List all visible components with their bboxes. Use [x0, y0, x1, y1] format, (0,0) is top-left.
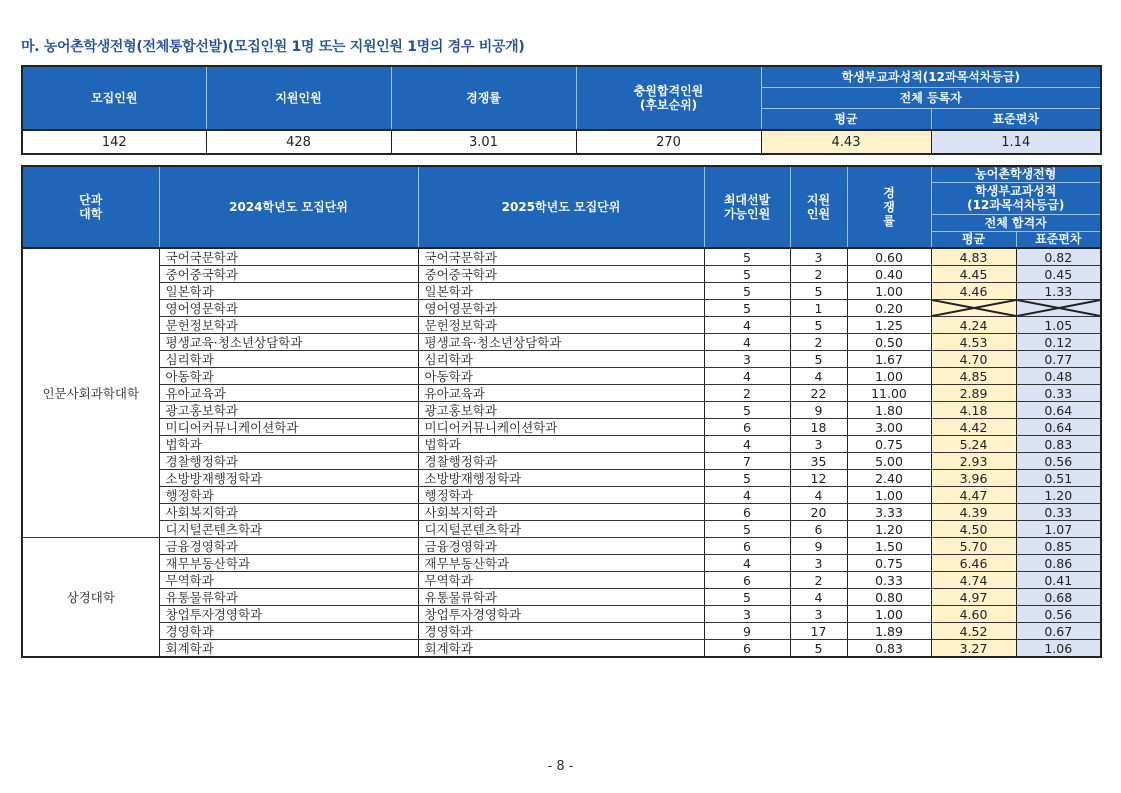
grade-avg: 4.24: [931, 317, 1016, 334]
table-row: [22, 385, 1101, 402]
competition-rate: 2.40: [847, 470, 931, 487]
competition-rate: 1.50: [847, 538, 931, 555]
header-competition-l1: 경: [883, 186, 895, 200]
unit-2025: 경영학과: [418, 623, 704, 640]
competition-rate: 1.25: [847, 317, 931, 334]
table-row: [22, 589, 1101, 606]
header-recruit: 모집인원: [22, 66, 206, 130]
grade-avg-undisclosed: [931, 300, 1016, 317]
max-select: 5: [704, 521, 790, 538]
table-row: [22, 266, 1101, 283]
unit-2024: 디지털콘텐츠학과: [159, 521, 418, 538]
table-row: [22, 623, 1101, 640]
grade-avg: 4.70: [931, 351, 1016, 368]
table-row: [22, 368, 1101, 385]
applicants: 5: [790, 317, 847, 334]
grade-sd: 1.07: [1016, 521, 1101, 538]
applicants: 20: [790, 504, 847, 521]
competition-rate: 0.80: [847, 589, 931, 606]
table-row: [22, 436, 1101, 453]
grade-sd: 1.05: [1016, 317, 1101, 334]
applicants: 5: [790, 640, 847, 658]
unit-2024: 영어영문학과: [159, 300, 418, 317]
grade-sd: 0.67: [1016, 623, 1101, 640]
grade-avg: 2.93: [931, 453, 1016, 470]
grade-sd-undisclosed: [1016, 300, 1101, 317]
unit-2024: 유아교육과: [159, 385, 418, 402]
applicants: 9: [790, 402, 847, 419]
grade-sd: 0.83: [1016, 436, 1101, 453]
unit-2025: 금융경영학과: [418, 538, 704, 555]
grade-sd: 0.82: [1016, 248, 1101, 266]
header-applicants: [790, 166, 847, 248]
grade-avg: 4.45: [931, 266, 1016, 283]
competition-rate: 1.67: [847, 351, 931, 368]
grade-sd: 0.68: [1016, 589, 1101, 606]
table-row: [22, 606, 1101, 623]
table-row: [22, 521, 1101, 538]
competition-rate: 0.75: [847, 436, 931, 453]
grade-avg: 4.50: [931, 521, 1016, 538]
grade-avg: 6.46: [931, 555, 1016, 572]
table-row: [22, 555, 1101, 572]
applicants: 2: [790, 266, 847, 283]
table-row: [22, 453, 1101, 470]
competition-rate: 0.60: [847, 248, 931, 266]
unit-2024: 경찰행정학과: [159, 453, 418, 470]
table-row: [22, 572, 1101, 589]
header-college-l1: 단과: [79, 193, 103, 207]
applicants: 3: [790, 248, 847, 266]
unit-2024: 회계학과: [159, 640, 418, 658]
header-grade-l2: (12과목석차등급): [967, 198, 1065, 212]
table-row: [22, 419, 1101, 436]
header-applicants-l1: 지원: [806, 193, 831, 207]
competition-rate: 1.00: [847, 606, 931, 623]
grade-avg: 5.70: [931, 538, 1016, 555]
unit-2024: 금융경영학과: [159, 538, 418, 555]
summary-extra-pass: 270: [576, 130, 761, 154]
max-select: 6: [704, 538, 790, 555]
applicants: 1: [790, 300, 847, 317]
unit-2024: 중어중국학과: [159, 266, 418, 283]
grade-avg: 4.83: [931, 248, 1016, 266]
table-row: [22, 248, 1101, 266]
header-college-l2: 대학: [79, 207, 103, 221]
unit-2024: 소방방재행정학과: [159, 470, 418, 487]
table-row: [22, 487, 1101, 504]
unit-2024: 재무부동산학과: [159, 555, 418, 572]
grade-sd: 1.06: [1016, 640, 1101, 658]
max-select: 4: [704, 368, 790, 385]
competition-rate: 0.20: [847, 300, 931, 317]
grade-avg: 4.47: [931, 487, 1016, 504]
table-row: [22, 538, 1101, 555]
unit-2025: 미디어커뮤니케이션학과: [418, 419, 704, 436]
header-competition-l3: 률: [883, 214, 895, 228]
summary-applicants: 428: [206, 130, 391, 154]
unit-2025: 법학과: [418, 436, 704, 453]
section-title: 마. 농어촌학생전형(전체통합선발)(모집인원 1명 또는 지원인원 1명의 경우 비공개): [21, 39, 525, 55]
competition-rate: 0.75: [847, 555, 931, 572]
competition-rate: 0.40: [847, 266, 931, 283]
header-sd: 표준편차: [931, 109, 1101, 131]
unit-2024: 창업투자경영학과: [159, 606, 418, 623]
table-row: [22, 300, 1101, 317]
grade-avg: 3.96: [931, 470, 1016, 487]
cross-out-icon: [932, 300, 1016, 316]
applicants: 3: [790, 606, 847, 623]
unit-2024: 심리학과: [159, 351, 418, 368]
summary-recruit: 142: [22, 130, 206, 154]
unit-2025: 일본학과: [418, 283, 704, 300]
college-name: 인문사회과학대학: [22, 248, 159, 538]
unit-2025: 회계학과: [418, 640, 704, 658]
applicants: 17: [790, 623, 847, 640]
header-max-select-l2: 가능인원: [723, 207, 771, 221]
detail-table: [21, 165, 1102, 658]
competition-rate: 0.50: [847, 334, 931, 351]
unit-2024: 광고홍보학과: [159, 402, 418, 419]
table-row: [22, 317, 1101, 334]
header-grade-group: 학생부교과성적(12과목석차등급): [761, 66, 1101, 88]
max-select: 5: [704, 266, 790, 283]
grade-sd: 0.56: [1016, 606, 1101, 623]
unit-2025: 국어국문학과: [418, 248, 704, 266]
table-row: [22, 470, 1101, 487]
grade-sd: 0.33: [1016, 385, 1101, 402]
max-select: 5: [704, 283, 790, 300]
max-select: 9: [704, 623, 790, 640]
unit-2024: 경영학과: [159, 623, 418, 640]
unit-2024: 아동학과: [159, 368, 418, 385]
grade-avg: 4.74: [931, 572, 1016, 589]
unit-2025: 무역학과: [418, 572, 704, 589]
competition-rate: 3.00: [847, 419, 931, 436]
competition-rate: 1.20: [847, 521, 931, 538]
summary-competition: 3.01: [391, 130, 576, 154]
grade-sd: 0.51: [1016, 470, 1101, 487]
unit-2024: 행정학과: [159, 487, 418, 504]
header-extra-pass-sub: (후보순위): [639, 98, 698, 112]
unit-2025: 평생교육·청소년상담학과: [418, 334, 704, 351]
unit-2025: 광고홍보학과: [418, 402, 704, 419]
table-row: [22, 334, 1101, 351]
max-select: 5: [704, 248, 790, 266]
grade-sd: 0.45: [1016, 266, 1101, 283]
competition-rate: 1.00: [847, 283, 931, 300]
grade-avg: 3.27: [931, 640, 1016, 658]
header-avg: 평균: [931, 231, 1016, 248]
unit-2025: 영어영문학과: [418, 300, 704, 317]
max-select: 4: [704, 555, 790, 572]
applicants: 3: [790, 436, 847, 453]
grade-sd: 0.33: [1016, 504, 1101, 521]
header-applicants: 지원인원: [206, 66, 391, 130]
grade-sd: 0.56: [1016, 453, 1101, 470]
max-select: 3: [704, 351, 790, 368]
grade-sd: 0.41: [1016, 572, 1101, 589]
header-grade-subgroup: 전체 합격자: [931, 214, 1101, 231]
unit-2025: 재무부동산학과: [418, 555, 704, 572]
unit-2025: 사회복지학과: [418, 504, 704, 521]
header-unit-2024: 2024학년도 모집단위: [159, 166, 418, 248]
summary-avg: 4.43: [761, 130, 931, 154]
summary-table: [21, 65, 1102, 155]
table-row: [22, 283, 1101, 300]
max-select: 6: [704, 572, 790, 589]
competition-rate: 1.80: [847, 402, 931, 419]
applicants: 2: [790, 572, 847, 589]
competition-rate: 5.00: [847, 453, 931, 470]
applicants: 4: [790, 368, 847, 385]
header-grade: [931, 182, 1101, 214]
college-name: 상경대학: [22, 538, 159, 658]
applicants: 5: [790, 351, 847, 368]
max-select: 4: [704, 317, 790, 334]
grade-avg: 4.52: [931, 623, 1016, 640]
header-competition: 경쟁률: [391, 66, 576, 130]
header-sd: 표준편차: [1016, 231, 1101, 248]
unit-2025: 디지털콘텐츠학과: [418, 521, 704, 538]
grade-sd: 0.86: [1016, 555, 1101, 572]
competition-rate: 1.89: [847, 623, 931, 640]
max-select: 4: [704, 436, 790, 453]
unit-2024: 문헌정보학과: [159, 317, 418, 334]
grade-avg: 4.18: [931, 402, 1016, 419]
unit-2024: 국어국문학과: [159, 248, 418, 266]
unit-2024: 무역학과: [159, 572, 418, 589]
unit-2024: 평생교육·청소년상담학과: [159, 334, 418, 351]
header-college: [22, 166, 159, 248]
unit-2025: 문헌정보학과: [418, 317, 704, 334]
unit-2024: 미디어커뮤니케이션학과: [159, 419, 418, 436]
grade-avg: 4.85: [931, 368, 1016, 385]
header-max-select-l1: 최대선발: [723, 193, 771, 207]
grade-sd: 0.48: [1016, 368, 1101, 385]
table-row: [22, 640, 1101, 658]
header-grade-l1: 학생부교과성적: [975, 184, 1057, 198]
unit-2024: 사회복지학과: [159, 504, 418, 521]
unit-2025: 유통물류학과: [418, 589, 704, 606]
unit-2025: 경찰행정학과: [418, 453, 704, 470]
competition-rate: 1.00: [847, 487, 931, 504]
applicants: 4: [790, 487, 847, 504]
header-competition-l2: 쟁: [883, 200, 895, 214]
grade-avg: 4.60: [931, 606, 1016, 623]
grade-sd: 0.12: [1016, 334, 1101, 351]
unit-2024: 법학과: [159, 436, 418, 453]
applicants: 5: [790, 283, 847, 300]
unit-2025: 아동학과: [418, 368, 704, 385]
max-select: 5: [704, 402, 790, 419]
max-select: 6: [704, 419, 790, 436]
competition-rate: 0.83: [847, 640, 931, 658]
max-select: 3: [704, 606, 790, 623]
header-competition: [847, 166, 931, 248]
grade-sd: 0.64: [1016, 419, 1101, 436]
grade-avg: 4.42: [931, 419, 1016, 436]
applicants: 22: [790, 385, 847, 402]
grade-avg: 4.39: [931, 504, 1016, 521]
applicants: 6: [790, 521, 847, 538]
page-number: - 8 -: [547, 759, 574, 774]
table-row: [22, 402, 1101, 419]
summary-sd: 1.14: [931, 130, 1101, 154]
header-extra-pass-label: 충원합격인원: [633, 84, 704, 98]
header-avg: 평균: [761, 109, 931, 131]
summary-row: [22, 130, 1101, 154]
applicants: 9: [790, 538, 847, 555]
max-select: 5: [704, 470, 790, 487]
grade-avg: 5.24: [931, 436, 1016, 453]
unit-2025: 유아교육과: [418, 385, 704, 402]
max-select: 6: [704, 640, 790, 658]
max-select: 7: [704, 453, 790, 470]
max-select: 2: [704, 385, 790, 402]
max-select: 5: [704, 300, 790, 317]
grade-sd: 1.33: [1016, 283, 1101, 300]
grade-sd: 0.85: [1016, 538, 1101, 555]
applicants: 18: [790, 419, 847, 436]
competition-rate: 0.33: [847, 572, 931, 589]
grade-avg: 4.97: [931, 589, 1016, 606]
applicants: 4: [790, 589, 847, 606]
detail-table-body: [22, 248, 1101, 657]
unit-2025: 창업투자경영학과: [418, 606, 704, 623]
header-unit-2025: 2025학년도 모집단위: [418, 166, 704, 248]
grade-avg: 4.46: [931, 283, 1016, 300]
header-applicants-l2: 인원: [806, 207, 831, 221]
table-row: [22, 504, 1101, 521]
grade-sd: 0.64: [1016, 402, 1101, 419]
unit-2025: 심리학과: [418, 351, 704, 368]
grade-avg: 4.53: [931, 334, 1016, 351]
unit-2025: 소방방재행정학과: [418, 470, 704, 487]
header-admission-type: 농어촌학생전형: [931, 166, 1101, 182]
applicants: 35: [790, 453, 847, 470]
applicants: 2: [790, 334, 847, 351]
header-extra-pass: [576, 66, 761, 130]
cross-out-icon: [1017, 300, 1101, 316]
applicants: 12: [790, 470, 847, 487]
unit-2025: 중어중국학과: [418, 266, 704, 283]
grade-avg: 2.89: [931, 385, 1016, 402]
max-select: 6: [704, 504, 790, 521]
unit-2025: 행정학과: [418, 487, 704, 504]
applicants: 3: [790, 555, 847, 572]
competition-rate: 11.00: [847, 385, 931, 402]
table-row: [22, 351, 1101, 368]
unit-2024: 일본학과: [159, 283, 418, 300]
header-max-select: [704, 166, 790, 248]
header-grade-subgroup: 전체 등록자: [761, 88, 1101, 109]
max-select: 4: [704, 334, 790, 351]
competition-rate: 3.33: [847, 504, 931, 521]
max-select: 5: [704, 589, 790, 606]
unit-2024: 유통물류학과: [159, 589, 418, 606]
grade-sd: 0.77: [1016, 351, 1101, 368]
competition-rate: 1.00: [847, 368, 931, 385]
grade-sd: 1.20: [1016, 487, 1101, 504]
max-select: 4: [704, 487, 790, 504]
